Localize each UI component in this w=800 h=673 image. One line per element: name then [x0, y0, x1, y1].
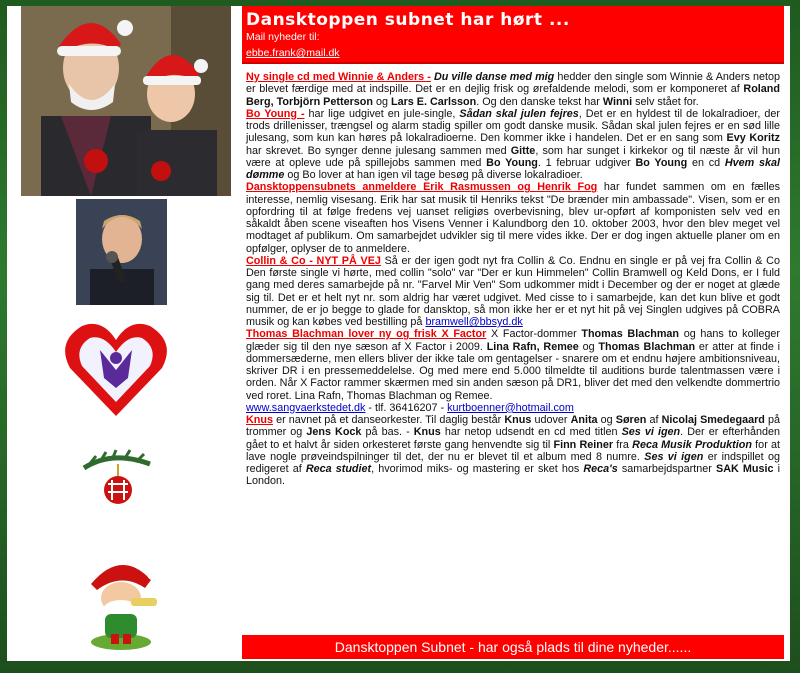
article-heading-link[interactable]: Collin & Co - NYT PÅ VEJ [246, 254, 381, 267]
mail-label: Mail nyheder til: [246, 31, 320, 43]
article-heading-link[interactable]: Knus [246, 414, 273, 426]
article-text: på trommer og [246, 414, 780, 439]
article-text: er navnet på et danseorkester. Til daglig består [273, 414, 505, 426]
credit-name: Jens Kock [306, 426, 362, 439]
email-link[interactable]: ebbe.frank@mail.dk [246, 47, 340, 59]
article-text: samarbejdspartner [617, 463, 716, 475]
credit-name: Knus [504, 414, 532, 426]
footer-banner: Dansktoppen Subnet - har også plads til dine nyheder...... [242, 635, 784, 659]
song-title: Hvem skal dømme [246, 156, 781, 181]
credit-name: Lars E. Carlsson [391, 95, 477, 108]
credit-name: SAK Music [716, 463, 774, 475]
article-text: . 1 februar udgiver [537, 156, 636, 169]
article-heading-link[interactable]: Thomas Blachman lover ny og frisk X Factor [246, 328, 487, 341]
heart-logo [62, 314, 170, 422]
credit-name: Lina Rafn, Remee [486, 340, 579, 353]
kurtboenner-email-link[interactable]: kurtboenner@hotmail.com [447, 401, 574, 414]
credit-name: Roland Berg, Torbjörn Petterson [246, 83, 780, 108]
sangvaerkstedet-link[interactable]: www.sangvaerkstedet.dk [246, 401, 366, 414]
article-reviewers [246, 181, 780, 255]
article-text: har lige udgivet en jule-single, [304, 107, 460, 120]
article-text: er atter at finde i dommersæderne, men ellers bliver der ikke tale om gentagelser - snarere om et endnu højere ambitionsniveau, skriver DR i en pressemeddelelse. Og med mere end 5.000 tilmeldte til auditions burde talentmassen være i orden. Når X Factor rammer skærmen med sin anden sæson på DR1, bliver det med den velkendte dommertrio ved roret. Lina Rafn, Thomas Blachman og Remee. [246, 340, 780, 402]
credit-name: Knus [413, 426, 441, 439]
article-winnie-anders [246, 71, 780, 108]
article-text: har netop udsendt en cd med titlen [440, 426, 622, 439]
credit-name: Thomas Blachman [598, 340, 696, 353]
news-text [242, 71, 784, 488]
song-title: Ses vi igen [644, 450, 704, 463]
article-heading-link[interactable]: Dansktoppensubnets anmeldere Erik Rasmussen og Henrik Fog [246, 181, 598, 194]
article-text: hedder den single som Winnie & Anders netop er blevet færdige med at indspille. Det er en dejlig frisk og ørefaldende melodi, som er komponeret af [246, 71, 781, 96]
news-column [242, 6, 784, 661]
article-x-factor [246, 328, 780, 414]
credit-name: Søren [615, 414, 647, 426]
article-text: udover [531, 414, 571, 426]
song-title: Reca's [583, 463, 618, 475]
credit-name: Bo Young [486, 156, 538, 169]
credit-name: Gitte [510, 144, 536, 157]
article-text: X Factor-dommer [486, 328, 582, 341]
image-column [7, 6, 235, 661]
article-text: i London. [246, 463, 780, 488]
song-title: Ses vi igen [621, 426, 681, 439]
article-text: . Der er efterhånden gået to et halvt år siden orkesteret første gang henvendte sig til [246, 426, 781, 451]
article-text: er indspillet og redigeret af [246, 450, 781, 475]
article-text: og hans to kolleger glæder sig til den nye sæson af X Factor i 2009. [246, 328, 780, 353]
credit-name: Bo Young [635, 156, 688, 169]
article-text: selv stået for. [632, 95, 699, 108]
article-text: Så er der igen godt nyt fra Collin & Co. Endnu en single er på vej fra Collin & Co Den første single vi hørte, med collin "solo" var "Der er kun Himmelen" Collin Bramwell og Keld Dons, er I fuld gang med deres samarbejde på nr. "Farvel Mir Ven" Som udkommer midt i December og der er noget at glæde sig til. Det er et helt nyt nr. som aldrig har været udgivet. Med cisse to i samarbejde, kan det kun blive et godt nummer, de er jo begge to glade for dansktop, så mon ikke her er et nyt hit på vej Singlen udgives på COBRA musik og kan købes ved bestilling på [246, 254, 780, 328]
reviewer-photo [76, 199, 167, 305]
article-text: fra [613, 438, 633, 451]
holly-ornament-icon [82, 446, 152, 514]
article-text: , som har sunget i kirkekor og til næste år vil hun være at opleve ude på spillejobs sammen med [246, 144, 780, 169]
article-heading-link[interactable]: Bo Young - [246, 107, 305, 120]
article-text: og [597, 414, 616, 426]
article-text: og [578, 340, 599, 353]
winnie-anders-photo [21, 6, 231, 196]
article-text: har skrevet. Bo synger denne julesang sammen med [246, 144, 511, 157]
article-knus [246, 414, 780, 488]
header-banner [242, 6, 784, 64]
article-text: har fundet sammen om en fælles interesse, nemlig visesang. Erik har sat musik til Henriks tekst "De brænder min ambassade". Visen, som er en opfordring til at følge fredens vej uanset religiøs overbevisning, blev ur-opført af komponisten selv ved en såkaldt åben scene viseaften hos Visens Venner i Kalundborg den 10. oktober 2003, hvor den blev meget vel modtaget af publikum. Om samarbejdet udvikler sig til mere vides ikke. Der er dog ingen aktuelle planer om en opfølger, oplyser de to anmeldere. [246, 181, 780, 255]
article-text: og [372, 95, 391, 108]
article-text: , Det er en hyldest til de lokalradioer, der trods drillenisser, trængsel og alarm stadig spiller om godt danske musik. Sådan skal julen fejres er en sød lille julesang, som kun kan høres på lokalradioerne. Den kommer ikke i handelen. Det er en sang som [246, 107, 780, 145]
article-heading-link[interactable]: Ny single cd med Winnie & Anders - [246, 71, 431, 83]
credit-name: Winni [602, 95, 633, 108]
article-text: - tlf. 36416207 - [365, 401, 448, 414]
article-text: , hvorimod miks- og mastering er sket hos [371, 463, 584, 475]
article-text: for at lave nogle prøveindspilninger til det, der nu er blevet til et album med 8 numre. [246, 438, 781, 463]
credit-name: Anita [570, 414, 598, 426]
article-text: på bas. - [361, 426, 414, 439]
song-title: Du ville danse med mig [433, 71, 555, 83]
song-title: Sådan skal julen fejres [459, 107, 579, 120]
bramwell-email-link[interactable]: bramwell@bbsyd.dk [425, 316, 523, 328]
page-title: Dansktoppen subnet har hørt ... [246, 10, 570, 30]
article-collin-co [246, 255, 780, 329]
article-text: og Bo lover at han igen vil tage besøg på diverse lokalradioer. [284, 169, 583, 181]
credit-name: Nicolaj Smedegaard [661, 414, 765, 426]
credit-name: Evy Koritz [726, 132, 780, 145]
song-title: Reca Musik Produktion [632, 438, 752, 451]
article-text: . Og den danske tekst har [476, 95, 603, 108]
article-bo-young [246, 108, 780, 182]
credit-name: Finn Reiner [553, 438, 614, 451]
song-title: Reca studiet [305, 463, 372, 475]
credit-name: Thomas Blachman [581, 328, 680, 341]
elf-cartoon-icon [81, 554, 161, 652]
article-text: af [646, 414, 662, 426]
article-text: en cd [687, 156, 725, 169]
page-frame [7, 6, 790, 661]
